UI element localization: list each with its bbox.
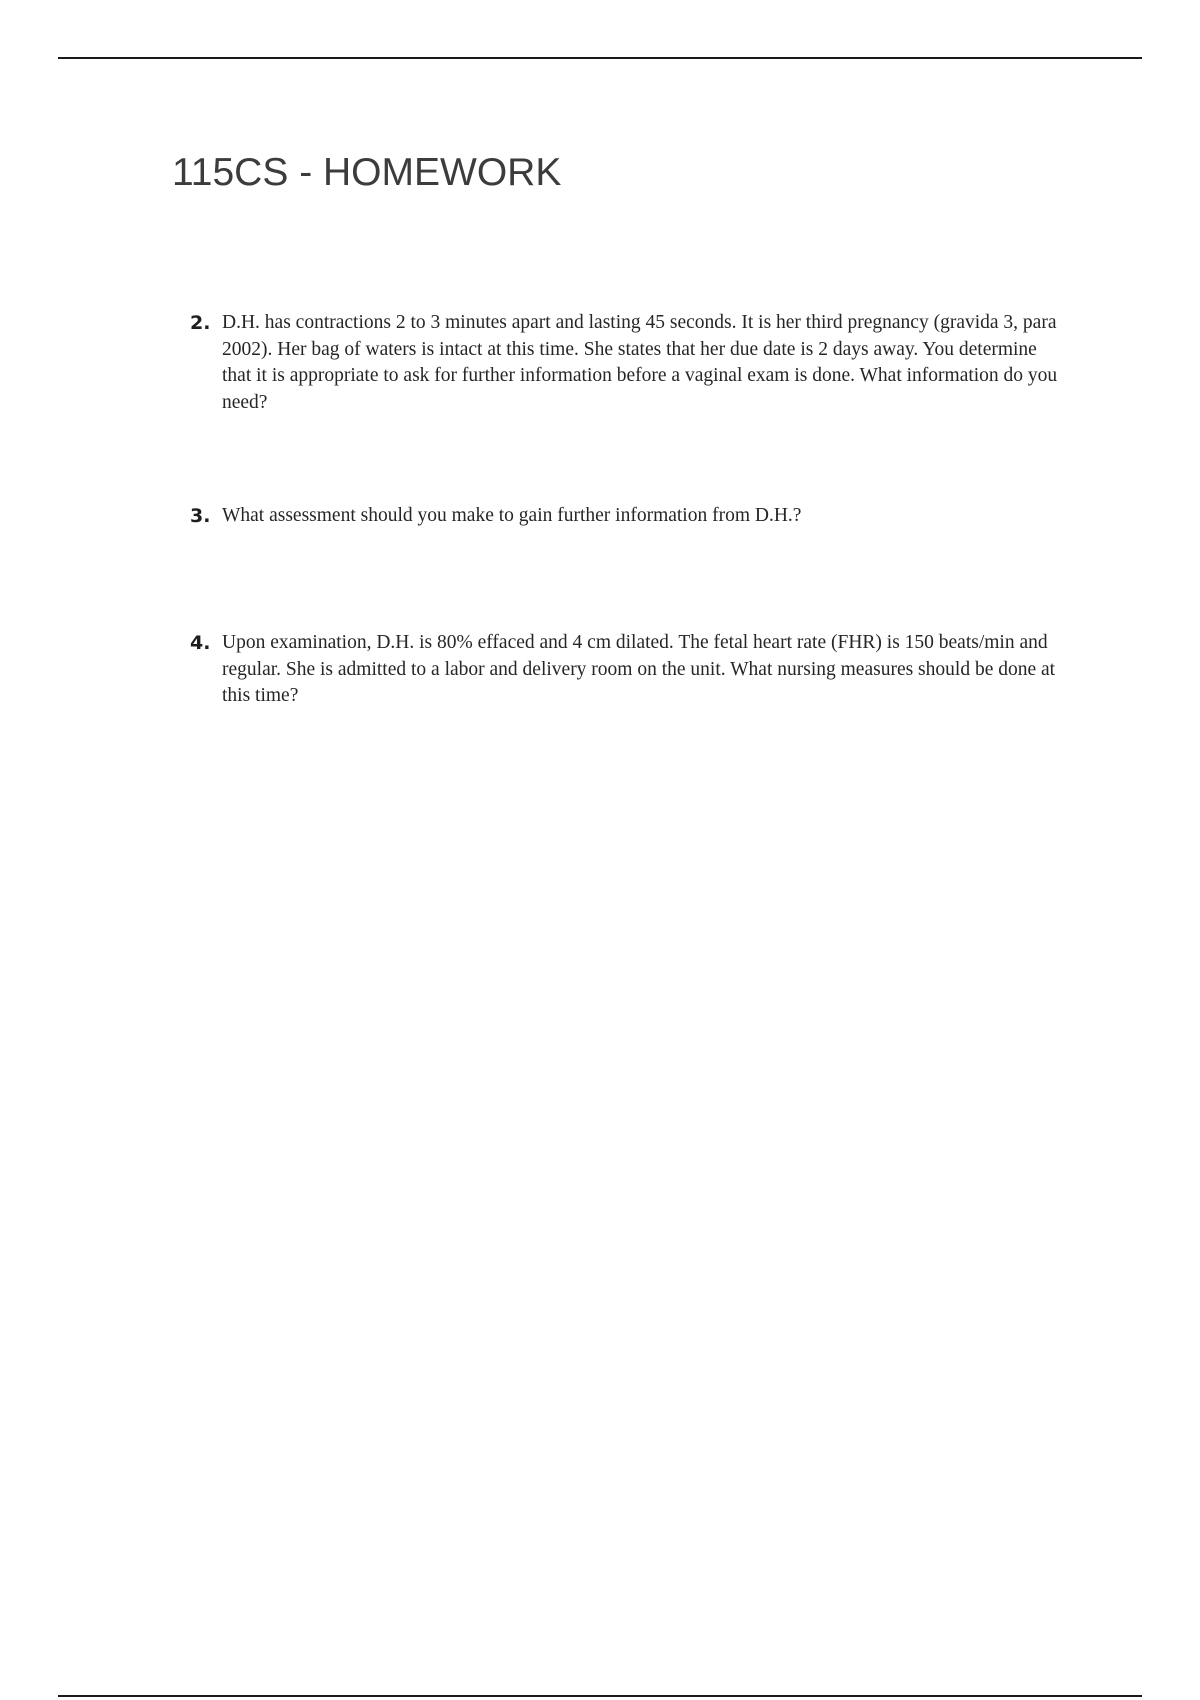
- page-title: 115CS - HOMEWORK: [172, 151, 562, 194]
- question-4: [190, 630, 1070, 710]
- question-text: D.H. has contractions 2 to 3 minutes apart and lasting 45 seconds. It is her third pregnancy (gravida 3, para 2002). Her bag of waters is intact at this time. She states that her due date is 2 days away. You determine that it is appropriate to ask for further information before a vaginal exam is done. What information do you need?: [222, 312, 1058, 413]
- question-text: What assessment should you make to gain further information from D.H.?: [222, 505, 802, 526]
- question-number: 2.: [190, 312, 211, 334]
- question-2: [190, 310, 1070, 416]
- bottom-divider: [58, 1695, 1142, 1697]
- question-number: 3.: [190, 505, 211, 527]
- question-text: Upon examination, D.H. is 80% effaced and 4 cm dilated. The fetal heart rate (FHR) is 150 beats/min and regular. She is admitted to a labor and delivery room on the unit. What nursing measures should be done at this time?: [222, 632, 1056, 706]
- top-divider: [58, 57, 1142, 59]
- question-number: 4.: [190, 632, 211, 654]
- question-3: [190, 503, 1070, 530]
